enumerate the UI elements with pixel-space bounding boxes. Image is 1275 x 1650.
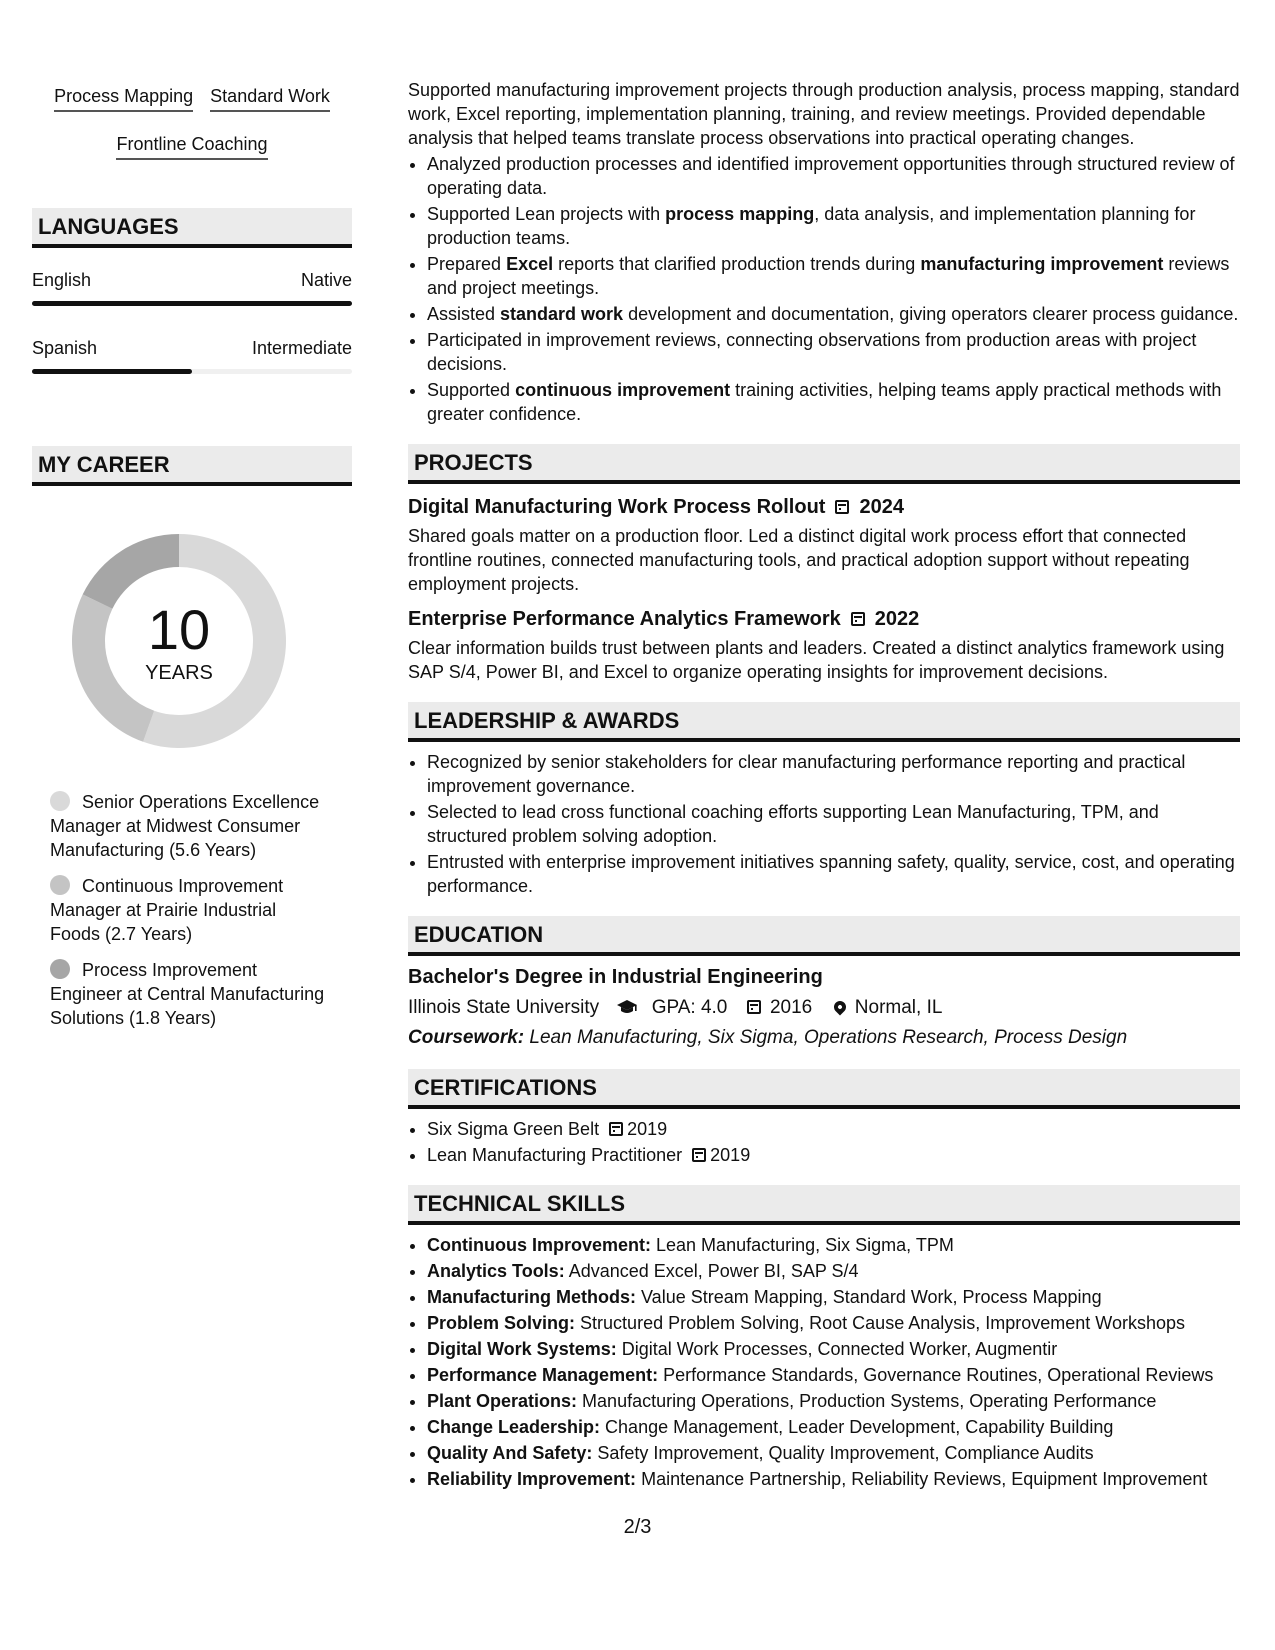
bullet-text: Supported Lean projects with <box>427 204 666 224</box>
career-years-label: YEARS <box>145 662 213 684</box>
skill-category: Manufacturing Methods: <box>427 1287 636 1307</box>
calendar-icon <box>851 612 865 626</box>
project-title: Digital Manufacturing Work Process Rollout <box>408 496 826 518</box>
skill-values: Value Stream Mapping, Standard Work, Process Mapping <box>641 1287 1102 1307</box>
certification-item <box>427 1143 1240 1167</box>
skill-tag: Frontline Coaching <box>116 132 267 160</box>
certifications-heading: CERTIFICATIONS <box>408 1069 1240 1109</box>
education-coursework <box>408 1027 1240 1049</box>
bullet-text: reviews and project meetings. <box>427 254 1230 298</box>
language-name: Spanish <box>32 338 98 358</box>
education-location: Normal, IL <box>854 997 943 1018</box>
project-description: Clear information builds trust between plants and leaders. Created a distinct analytics framework using SAP S/4, Power BI, and Excel to organize operating insights for improvement decisions. <box>408 638 1225 682</box>
education-details <box>408 997 1240 1019</box>
experience-summary: Supported manufacturing improvement projects through production analysis, process mapping, standard work, Excel reporting, implementation planning, training, and review meetings. Provided dependable analysis that helped teams translate process observations into practical operating changes. <box>408 80 1240 148</box>
leadership-heading: LEADERSHIP & AWARDS <box>408 702 1240 742</box>
career-role <box>50 874 330 946</box>
skill-tag: Standard Work <box>210 84 330 112</box>
skill-category: Reliability Improvement: <box>427 1469 637 1489</box>
bullet-text: Supported <box>427 380 516 400</box>
coursework-label: Coursework: <box>408 1027 525 1048</box>
skill-category: Continuous Improvement: <box>427 1235 651 1255</box>
skill-values: Maintenance Partnership, Reliability Reviews, Equipment Improvement <box>641 1469 1208 1489</box>
bullet-text: training activities, helping teams apply practical methods with greater confidence. <box>427 380 1222 424</box>
technical-skill-item <box>427 1233 1240 1257</box>
career-donut-chart <box>66 528 292 754</box>
experience-bullet <box>427 202 1240 250</box>
languages-heading: LANGUAGES <box>32 208 352 248</box>
language-proficiency-fill <box>32 369 192 374</box>
certification-year: 2019 <box>627 1119 668 1139</box>
bullet-text: , data analysis, and implementation planning for production teams. <box>427 204 1196 248</box>
technical-skills-list <box>408 1233 1240 1491</box>
bullet-text: Prepared <box>427 254 507 274</box>
certification-name: Lean Manufacturing Practitioner <box>427 1145 683 1165</box>
skill-category: Digital Work Systems: <box>427 1339 617 1359</box>
skill-category: Plant Operations: <box>427 1391 578 1411</box>
leadership-item: • Recognized by senior stakeholders for clear manufacturing performance reporting and practical improvement governance. <box>427 750 1240 798</box>
skill-category: Problem Solving: <box>427 1313 576 1333</box>
technical-skill-item <box>427 1441 1240 1465</box>
language-proficiency-bar <box>32 301 352 306</box>
skill-values: Change Management, Leader Development, Capability Building <box>605 1417 1114 1437</box>
technical-skill-item <box>427 1259 1240 1283</box>
project-year: 2024 <box>859 496 904 518</box>
skill-category: Performance Management: <box>427 1365 659 1385</box>
experience-bullet <box>427 302 1240 326</box>
coursework-text: Lean Manufacturing, Six Sigma, Operations Research, Process Design <box>529 1027 1128 1048</box>
technical-skill-item <box>427 1467 1240 1491</box>
right-column <box>408 78 1240 1493</box>
skill-values: Safety Improvement, Quality Improvement, Compliance Audits <box>597 1443 1094 1463</box>
skill-values: Lean Manufacturing, Six Sigma, TPM <box>656 1235 954 1255</box>
education-school: Illinois State University <box>408 997 600 1018</box>
calendar-icon <box>609 1122 623 1136</box>
experience-bullet <box>427 378 1240 426</box>
technical-skill-item <box>427 1311 1240 1335</box>
language-proficiency-bar <box>32 369 352 374</box>
language-item <box>32 270 352 306</box>
skill-category: Change Leadership: <box>427 1417 601 1437</box>
technical-skill-item <box>427 1337 1240 1361</box>
project-title: Enterprise Performance Analytics Framework <box>408 608 841 630</box>
experience-bullet <box>427 152 1240 200</box>
highlight-text: standard work <box>500 304 624 324</box>
page-number: 2/3 <box>623 1516 652 1538</box>
highlight-text: manufacturing improvement <box>920 254 1164 274</box>
bullet-text: development and documentation, giving operators clearer process guidance. <box>623 304 1239 324</box>
graduation-cap-icon <box>616 999 638 1015</box>
skill-tag: Process Mapping <box>54 84 193 112</box>
career-role <box>50 958 330 1030</box>
leadership-list <box>408 750 1240 898</box>
skill-values: Performance Standards, Governance Routines, Operational Reviews <box>663 1365 1214 1385</box>
certification-name: Six Sigma Green Belt <box>427 1119 600 1139</box>
education-gpa: GPA: 4.0 <box>651 997 728 1018</box>
projects-heading: PROJECTS <box>408 444 1240 484</box>
experience-bullet <box>427 252 1240 300</box>
project-item <box>408 494 1240 596</box>
calendar-icon <box>747 1000 761 1014</box>
legend-dot-icon <box>50 959 70 979</box>
highlight-text: process mapping <box>665 204 815 224</box>
highlight-text: Excel <box>506 254 554 274</box>
career-heading: MY CAREER <box>32 446 352 486</box>
career-role <box>50 790 330 862</box>
certification-item <box>427 1117 1240 1141</box>
skill-values: Digital Work Processes, Connected Worker, Augmentir <box>621 1339 1058 1359</box>
highlight-text: continuous improvement <box>515 380 731 400</box>
technical-skill-item <box>427 1285 1240 1309</box>
bullet-text: Assisted <box>427 304 501 324</box>
language-level: Native <box>300 270 352 290</box>
language-proficiency-fill <box>32 301 352 306</box>
technical-skill-item <box>427 1389 1240 1413</box>
technical-skill-item <box>427 1363 1240 1387</box>
project-description: Shared goals matter on a production floor. Led a distinct digital work process effort that connected frontline routines, connected manufacturing tools, and practical adoption support without repeating employment projects. <box>408 526 1190 594</box>
legend-dot-icon <box>50 791 70 811</box>
career-role-text: Process Improvement Engineer at Central Manufacturing Solutions (1.8 Years) <box>50 960 325 1028</box>
career-total-years: 10 <box>147 598 211 661</box>
certification-year: 2019 <box>710 1145 751 1165</box>
legend-dot-icon <box>50 875 70 895</box>
calendar-icon <box>692 1148 706 1162</box>
bullet-text: Analyzed production processes and identified improvement opportunities through structured review of operating data. <box>427 154 1235 198</box>
education-degree: Bachelor's Degree in Industrial Engineering <box>408 966 823 988</box>
skill-tags <box>32 78 352 174</box>
career-roles-list <box>32 790 330 1030</box>
bullet-text: reports that clarified production trends during <box>553 254 921 274</box>
skill-values: Manufacturing Operations, Production Systems, Operating Performance <box>582 1391 1157 1411</box>
project-year: 2022 <box>874 608 920 630</box>
certifications-list <box>408 1117 1240 1167</box>
experience-bullets <box>408 152 1240 426</box>
language-level: Intermediate <box>251 338 352 358</box>
skill-category: Analytics Tools: <box>427 1261 565 1281</box>
leadership-item: • Entrusted with enterprise improvement initiatives spanning safety, quality, service, cost, and operating performance. <box>427 850 1240 898</box>
career-role-text: Continuous Improvement Manager at Prairie Industrial Foods (2.7 Years) <box>50 876 284 944</box>
skill-values: Advanced Excel, Power BI, SAP S/4 <box>568 1261 859 1281</box>
technical-skills-heading: TECHNICAL SKILLS <box>408 1185 1240 1225</box>
skill-values: Structured Problem Solving, Root Cause Analysis, Improvement Workshops <box>580 1313 1185 1333</box>
technical-skill-item <box>427 1415 1240 1439</box>
language-item <box>32 338 352 374</box>
career-role-text: Senior Operations Excellence Manager at Midwest Consumer Manufacturing (5.6 Years) <box>50 792 320 860</box>
left-column <box>32 78 352 1042</box>
language-name: English <box>32 270 92 290</box>
education-year: 2016 <box>769 997 813 1018</box>
skill-category: Quality And Safety: <box>427 1443 593 1463</box>
project-item <box>408 606 1240 684</box>
experience-bullet <box>427 328 1240 376</box>
calendar-icon <box>835 500 849 514</box>
location-pin-icon <box>831 999 848 1016</box>
education-heading: EDUCATION <box>408 916 1240 956</box>
bullet-text: Participated in improvement reviews, connecting observations from production areas with project decisions. <box>427 330 1197 374</box>
leadership-item: • Selected to lead cross functional coaching efforts supporting Lean Manufacturing, TPM, and structured problem solving adoption. <box>427 800 1240 848</box>
